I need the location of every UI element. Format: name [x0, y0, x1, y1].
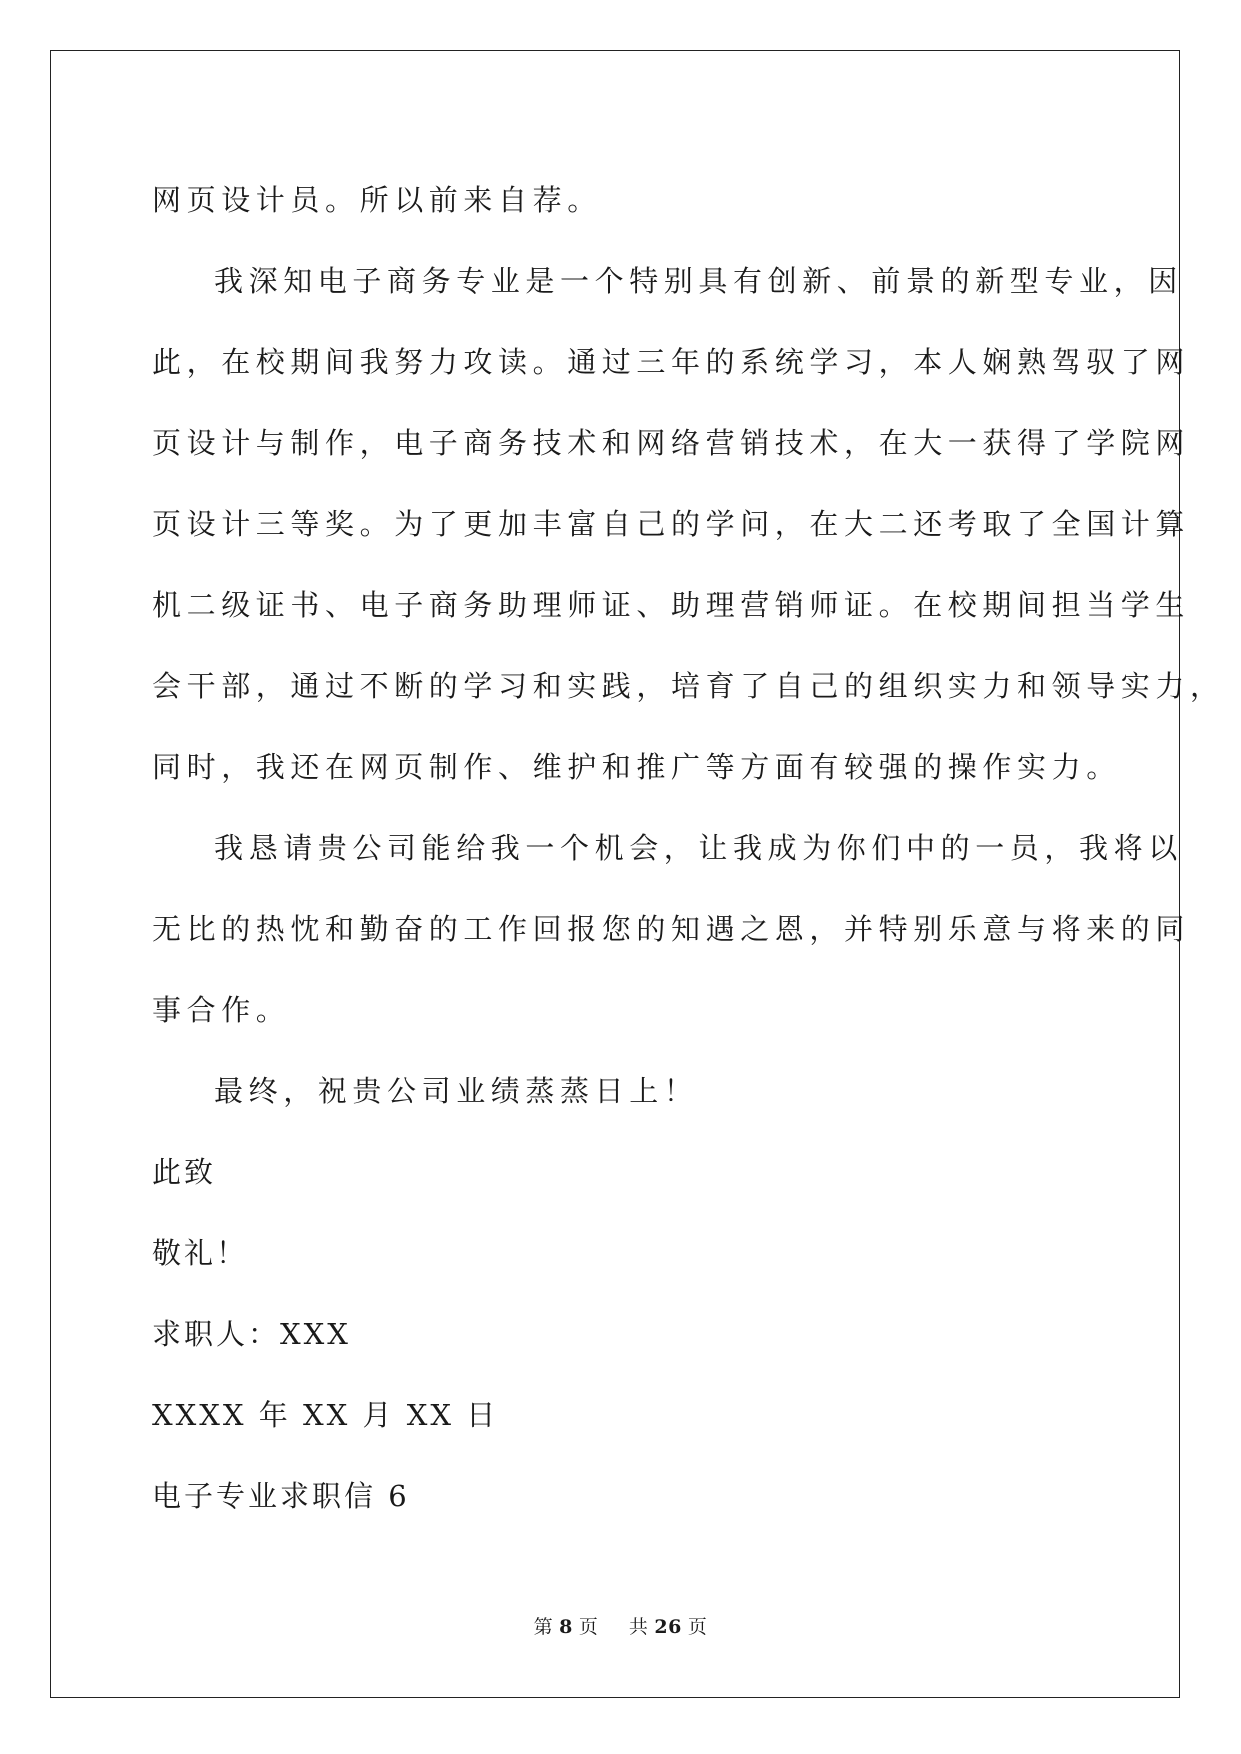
- salutation-jingli: 敬礼！: [152, 1236, 249, 1270]
- page-prefix: 第: [533, 1616, 554, 1638]
- applicant-signature: 求职人：XXX: [152, 1317, 351, 1351]
- body-line: 无比的热忱和勤奋的工作回报您的知遇之恩，并特别乐意与将来的同: [152, 912, 1191, 946]
- body-line: 页设计三等奖。为了更加丰富自己的学问，在大二还考取了全国计算: [152, 507, 1191, 541]
- body-line: 同时，我还在网页制作、维护和推广等方面有较强的操作实力。: [152, 750, 1121, 784]
- closing-wish: 最终，祝贵公司业绩蒸蒸日上！: [214, 1074, 699, 1108]
- body-line: 网页设计员。所以前来自荐。: [152, 183, 602, 217]
- total-suffix: 页: [687, 1616, 708, 1638]
- page-footer: [0, 1612, 1241, 1639]
- next-letter-heading: 电子专业求职信 6: [152, 1479, 410, 1513]
- total-indicator: [623, 1616, 713, 1638]
- body-line: 页设计与制作，电子商务技术和网络营销技术，在大一获得了学院网: [152, 426, 1191, 460]
- body-line: 会干部，通过不断的学习和实践，培育了自己的组织实力和领导实力，: [152, 669, 1225, 703]
- page-indicator: [528, 1616, 605, 1638]
- page-number: 8: [559, 1616, 573, 1638]
- body-line: 事合作。: [152, 993, 291, 1027]
- total-prefix: 共: [628, 1616, 649, 1638]
- total-pages: 26: [654, 1616, 682, 1638]
- letter-date: XXXX 年 XX 月 XX 日: [152, 1398, 499, 1432]
- letter-body: [152, 160, 1225, 1537]
- page-suffix: 页: [578, 1616, 599, 1638]
- body-line: 我深知电子商务专业是一个特别具有创新、前景的新型专业，因: [214, 264, 1183, 298]
- body-line: 此，在校期间我努力攻读。通过三年的系统学习，本人娴熟驾驭了网: [152, 345, 1191, 379]
- salutation-cizhi: 此致: [152, 1155, 217, 1189]
- body-line: 我恳请贵公司能给我一个机会，让我成为你们中的一员，我将以: [214, 831, 1183, 865]
- body-line: 机二级证书、电子商务助理师证、助理营销师证。在校期间担当学生: [152, 588, 1191, 622]
